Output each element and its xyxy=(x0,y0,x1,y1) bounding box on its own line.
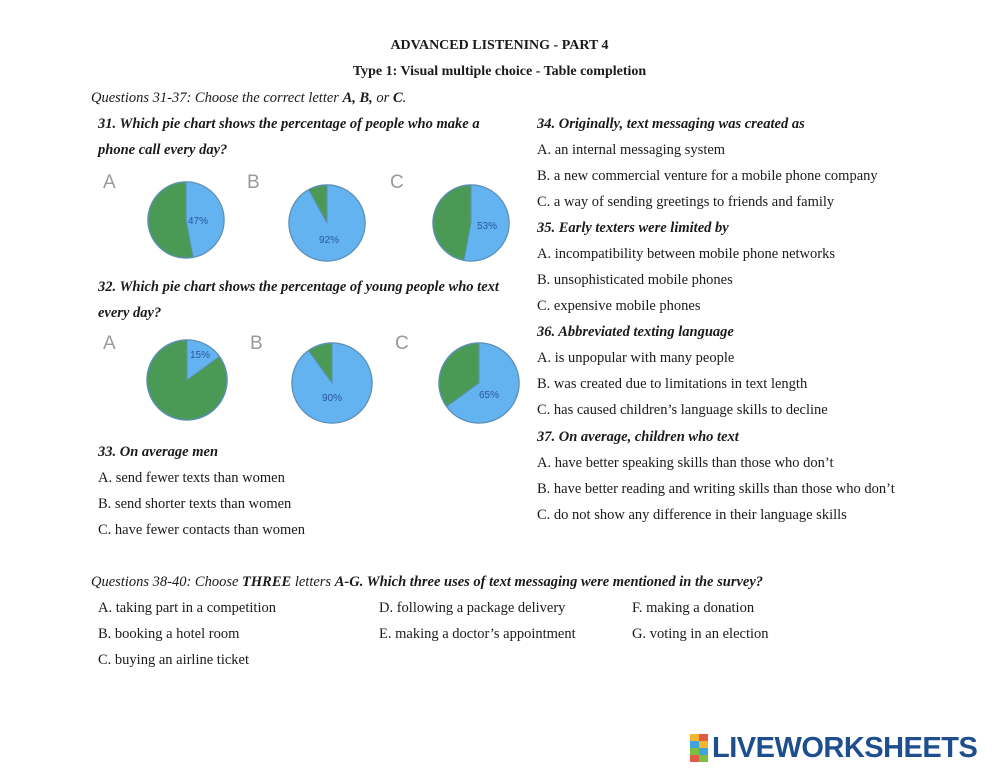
q31-pie-a-percent-label: 47% xyxy=(187,216,209,227)
q34-option-a[interactable]: A. an internal messaging system xyxy=(537,142,726,158)
q31-letter-c: C xyxy=(390,172,404,193)
q36-option-a[interactable]: A. is unpopular with many people xyxy=(537,350,735,366)
q35-option-c[interactable]: C. expensive mobile phones xyxy=(537,298,701,314)
q38-option-c[interactable]: C. buying an airline ticket xyxy=(98,652,250,668)
q31-pie-c-percent-label: 53% xyxy=(476,221,498,232)
q36-question: 36. Abbreviated texting language xyxy=(537,324,734,340)
q38-option-b[interactable]: B. booking a hotel room xyxy=(98,626,240,642)
instructions-or: or xyxy=(372,90,393,106)
q32-letter-a: A xyxy=(103,333,116,354)
q34-option-c[interactable]: C. a way of sending greetings to friends and family xyxy=(537,194,835,210)
instructions2-prefix: Questions 38-40: Choose xyxy=(91,574,243,590)
q38-option-g[interactable]: G. voting in an election xyxy=(632,626,769,642)
q31-letter-b: B xyxy=(247,172,260,193)
q32-pie-b-blue-slice xyxy=(292,343,372,423)
q34-option-b[interactable]: B. a new commercial venture for a mobile phone company xyxy=(537,168,878,184)
page-subtitle: Type 1: Visual multiple choice - Table completion xyxy=(352,64,647,79)
q36-option-b[interactable]: B. was created due to limitations in text length xyxy=(537,376,808,392)
q38-option-e[interactable]: E. making a doctor’s appointment xyxy=(379,626,576,642)
q37-option-c[interactable]: C. do not show any difference in their language skills xyxy=(537,507,847,523)
q31-pie-a[interactable] xyxy=(146,180,226,260)
instructions2-range: A-G xyxy=(334,574,360,590)
q32-pie-a[interactable] xyxy=(145,338,229,422)
q32-pie-b-percent-label: 90% xyxy=(321,393,343,404)
instructions2-mid: letters xyxy=(291,574,335,590)
q32-pie-c[interactable] xyxy=(437,341,521,425)
q35-option-b[interactable]: B. unsophisticated mobile phones xyxy=(537,272,733,288)
q32-letter-b: B xyxy=(250,333,263,354)
q38-option-f[interactable]: F. making a donation xyxy=(632,600,755,616)
q32-pie-c-percent-label: 65% xyxy=(478,390,500,401)
q35-question: 35. Early texters were limited by xyxy=(537,220,729,236)
q34-question: 34. Originally, text messaging was created as xyxy=(537,116,805,132)
q31-pie-b-blue-slice xyxy=(289,185,365,261)
instructions-letters: A, B, xyxy=(342,90,373,106)
q32-pie-a-percent-label: 15% xyxy=(189,350,211,361)
q38-option-d[interactable]: D. following a package delivery xyxy=(379,600,566,616)
q36-option-c[interactable]: C. has caused children’s language skills to decline xyxy=(537,402,828,418)
liveworksheets-logo[interactable] xyxy=(690,731,977,765)
q33-option-c[interactable]: C. have fewer contacts than women xyxy=(98,522,305,538)
q33-option-a[interactable]: A. send fewer texts than women xyxy=(98,470,285,486)
q31-question-line1: 31. Which pie chart shows the percentage of people who make a xyxy=(98,116,480,132)
instructions2-rest: . Which three uses of text messaging were mentioned in the survey? xyxy=(359,574,764,590)
q31-letter-a: A xyxy=(103,172,116,193)
liveworksheets-logo-icon xyxy=(690,734,708,762)
instructions-end: . xyxy=(402,90,407,106)
instructions2-three: THREE xyxy=(242,574,292,590)
q33-question: 33. On average men xyxy=(98,444,219,460)
q37-option-b[interactable]: B. have better reading and writing skills than those who don’t xyxy=(537,481,895,497)
page-title: ADVANCED LISTENING - PART 4 xyxy=(390,38,609,53)
q33-option-b[interactable]: B. send shorter texts than women xyxy=(98,496,292,512)
q32-pie-b[interactable] xyxy=(290,341,374,425)
q38-option-a[interactable]: A. taking part in a competition xyxy=(98,600,276,616)
q32-question-line2: every day? xyxy=(98,305,162,321)
instructions-text: Questions 31-37: Choose the correct letter xyxy=(91,90,343,106)
q31-pie-b[interactable] xyxy=(287,183,367,263)
instructions-last-letter: C xyxy=(392,90,403,106)
q32-question-line1: 32. Which pie chart shows the percentage of young people who text xyxy=(98,279,499,295)
q37-question: 37. On average, children who text xyxy=(537,429,739,445)
q31-pie-b-percent-label: 92% xyxy=(318,235,340,246)
q35-option-a[interactable]: A. incompatibility between mobile phone networks xyxy=(537,246,835,262)
instructions-31-37 xyxy=(91,89,406,107)
q31-pie-c[interactable] xyxy=(431,183,511,263)
q31-question-line2: phone call every day? xyxy=(98,142,228,158)
q32-letter-c: C xyxy=(395,333,409,354)
liveworksheets-logo-text: LIVEWORKSHEETS xyxy=(712,731,978,764)
instructions-38-40 xyxy=(91,573,763,591)
q37-option-a[interactable]: A. have better speaking skills than those who don’t xyxy=(537,455,834,471)
